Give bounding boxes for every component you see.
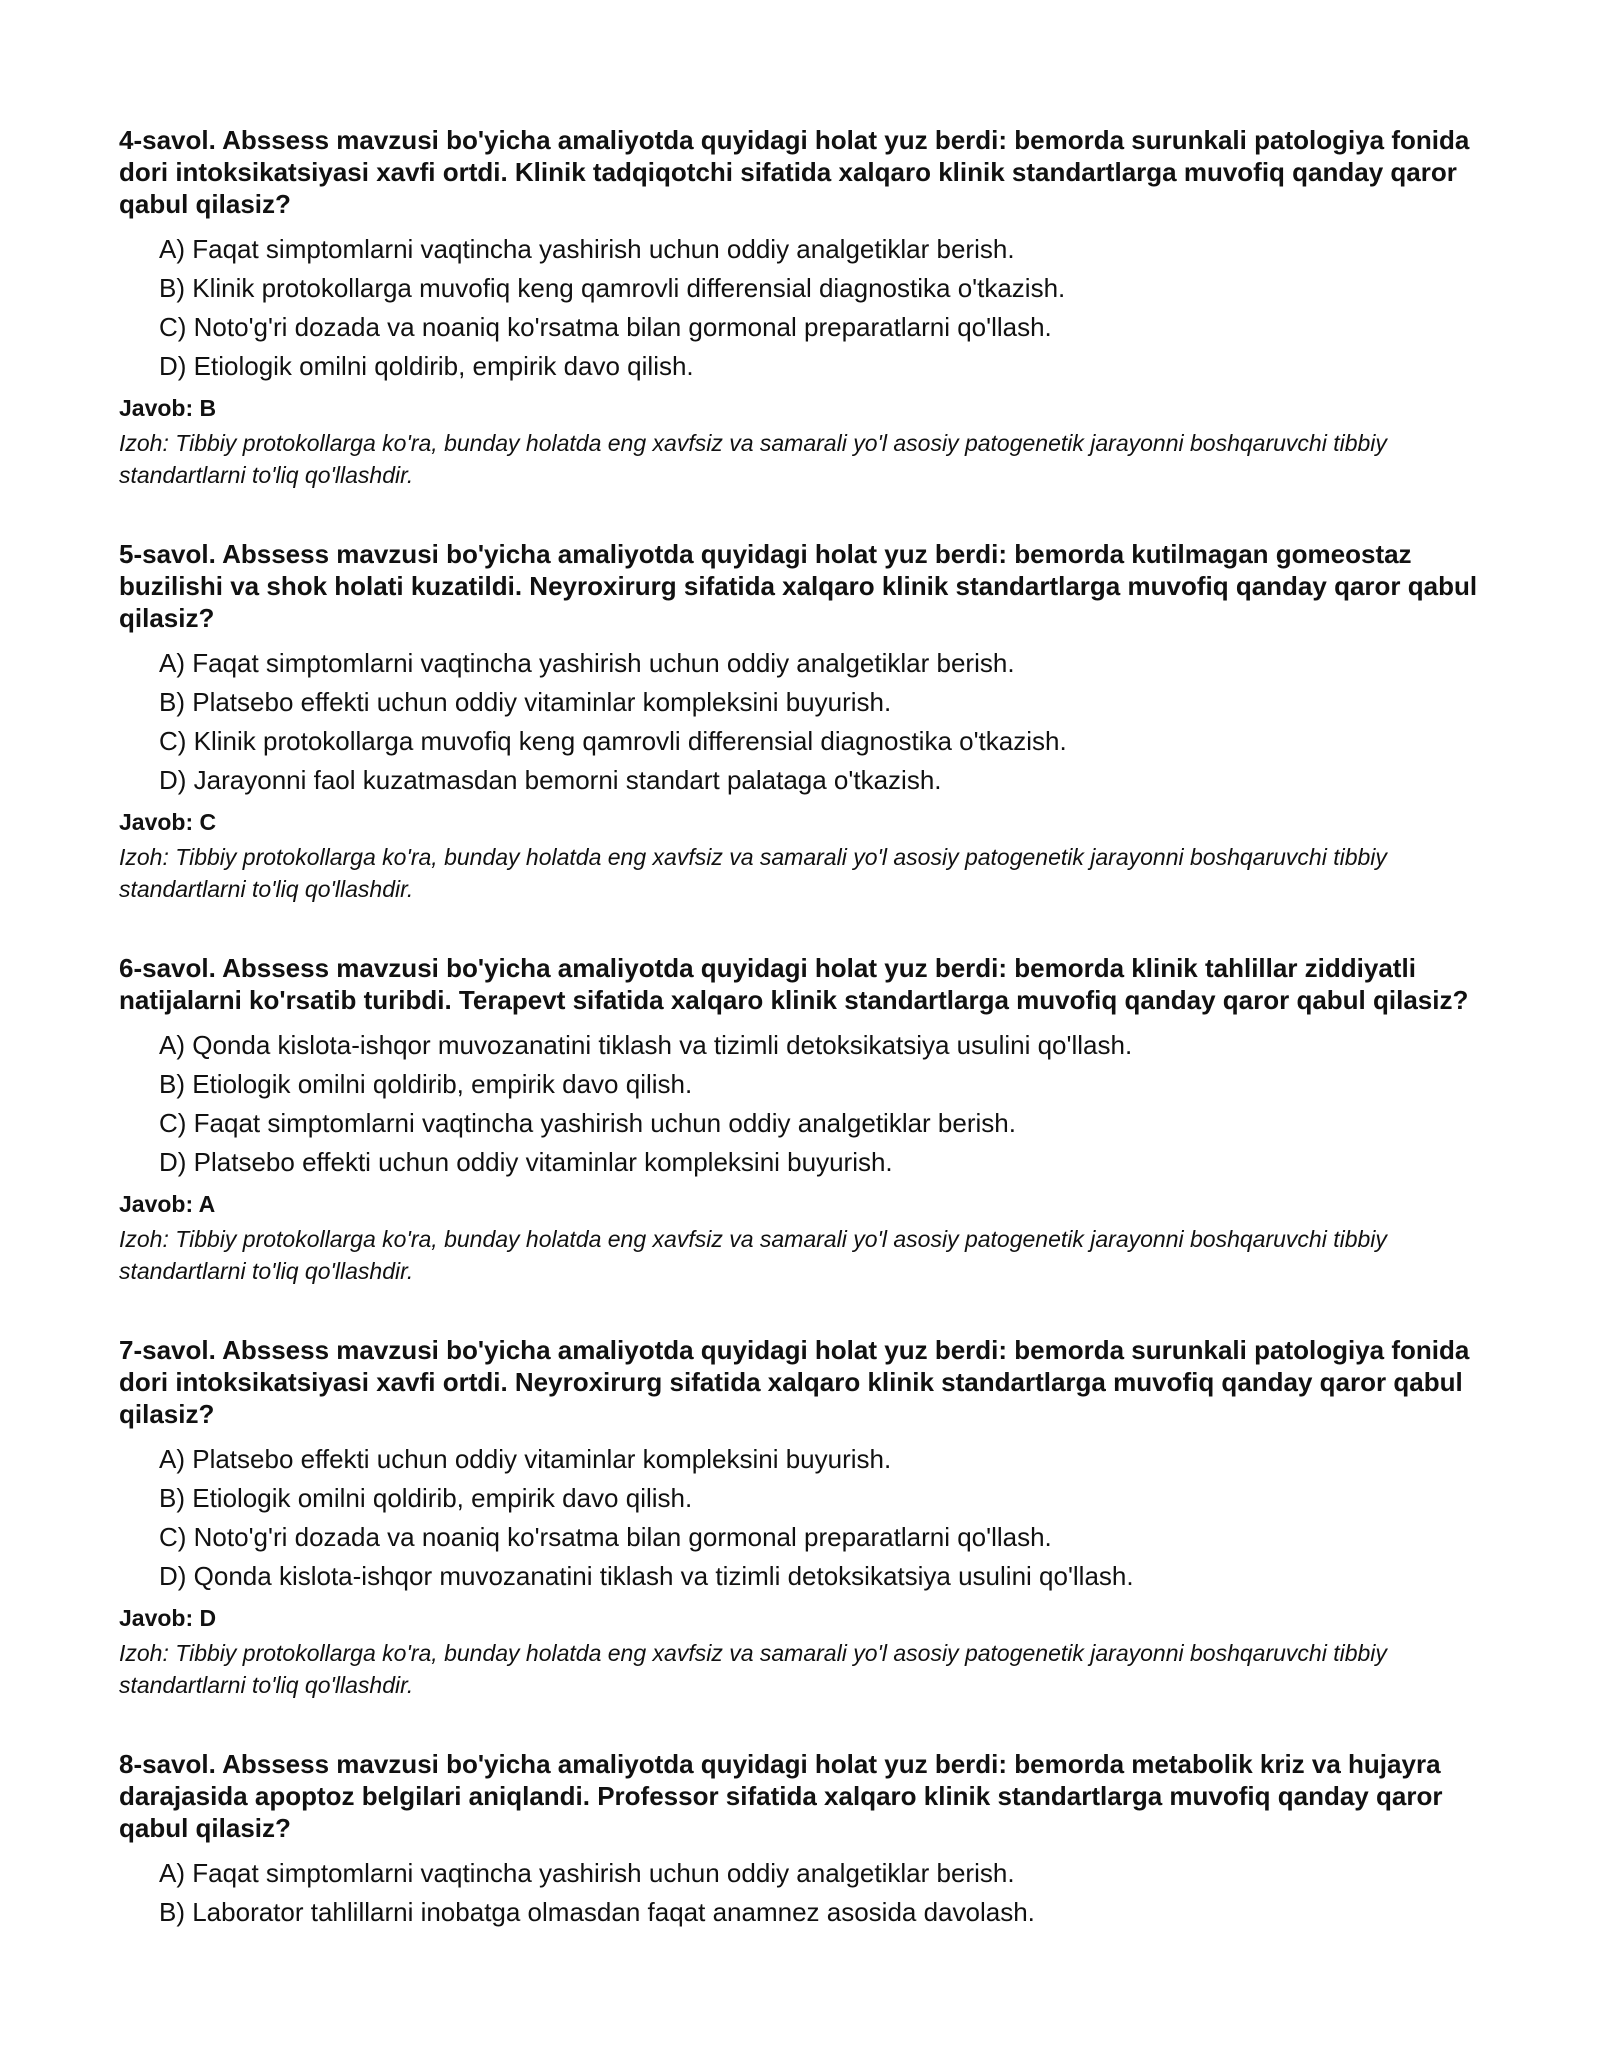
option-c: C) Noto'g'ri dozada va noaniq ko'rsatma bilan gormonal preparatlarni qo'llash.: [159, 312, 1052, 342]
question-6: [119, 952, 1489, 1287]
option-b: B) Etiologik omilni qoldirib, empirik davo qilish.: [159, 1069, 693, 1099]
option-list: [119, 1026, 1489, 1182]
option-list: [119, 1440, 1489, 1596]
option-b: B) Etiologik omilni qoldirib, empirik davo qilish.: [159, 1483, 693, 1513]
option-c: C) Faqat simptomlarni vaqtincha yashirish uchun oddiy analgetiklar berish.: [159, 1108, 1016, 1138]
question-title: 5-savol. Abssess mavzusi bo'yicha amaliyotda quyidagi holat yuz berdi: bemorda kutilmagan gomeostaz buzilishi va shok holati kuzatildi. Neyroxirurg sifatida xalqaro klinik standartlarga muvofiq qanday qaror qabul qilasiz?: [119, 539, 1478, 633]
option-d: D) Jarayonni faol kuzatmasdan bemorni standart palataga o'tkazish.: [159, 765, 942, 795]
explanation-note: Izoh: Tibbiy protokollarga ko'ra, bunday holatda eng xavfsiz va samarali yo'l asosiy patogenetik jarayonni boshqaruvchi tibbiy standartlarni to'liq qo'llashdir.: [119, 430, 1387, 488]
option-d: D) Qonda kislota-ishqor muvozanatini tiklash va tizimli detoksikatsiya usulini qo'llash.: [159, 1561, 1134, 1591]
option-c: C) Noto'g'ri dozada va noaniq ko'rsatma bilan gormonal preparatlarni qo'llash.: [159, 1522, 1052, 1552]
question-4: [119, 124, 1489, 491]
option-b: B) Platsebo effekti uchun oddiy vitaminlar kompleksini buyurish.: [159, 687, 892, 717]
answer-label: Javob: D: [119, 1605, 217, 1631]
option-b: B) Laborator tahlillarni inobatga olmasdan faqat anamnez asosida davolash.: [159, 1897, 1035, 1927]
explanation-note: Izoh: Tibbiy protokollarga ko'ra, bunday holatda eng xavfsiz va samarali yo'l asosiy patogenetik jarayonni boshqaruvchi tibbiy standartlarni to'liq qo'llashdir.: [119, 844, 1387, 902]
option-list: [119, 230, 1489, 386]
option-a: A) Faqat simptomlarni vaqtincha yashirish uchun oddiy analgetiklar berish.: [159, 234, 1015, 264]
question-title: 4-savol. Abssess mavzusi bo'yicha amaliyotda quyidagi holat yuz berdi: bemorda surunkali patologiya fonida dori intoksikatsiyasi xavfi ortdi. Klinik tadqiqotchi sifatida xalqaro klinik standartlarga muvofiq qanday qaror qabul qilasiz?: [119, 125, 1470, 219]
answer-label: Javob: C: [119, 809, 217, 835]
option-list: [119, 644, 1489, 800]
option-c: C) Klinik protokollarga muvofiq keng qamrovli differensial diagnostika o'tkazish.: [159, 726, 1067, 756]
question-8: [119, 1748, 1489, 1932]
explanation-note: Izoh: Tibbiy protokollarga ko'ra, bunday holatda eng xavfsiz va samarali yo'l asosiy patogenetik jarayonni boshqaruvchi tibbiy standartlarni to'liq qo'llashdir.: [119, 1226, 1387, 1284]
option-list: [119, 1854, 1489, 1932]
option-d: D) Etiologik omilni qoldirib, empirik davo qilish.: [159, 351, 694, 381]
answer-label: Javob: B: [119, 395, 217, 421]
option-d: D) Platsebo effekti uchun oddiy vitaminlar kompleksini buyurish.: [159, 1147, 893, 1177]
question-title: 6-savol. Abssess mavzusi bo'yicha amaliyotda quyidagi holat yuz berdi: bemorda klinik tahlillar ziddiyatli natijalarni ko'rsatib turibdi. Terapevt sifatida xalqaro klinik standartlarga muvofiq qanday qaror qabul qilasiz?: [119, 953, 1469, 1015]
question-7: [119, 1334, 1489, 1701]
explanation-note: Izoh: Tibbiy protokollarga ko'ra, bunday holatda eng xavfsiz va samarali yo'l asosiy patogenetik jarayonni boshqaruvchi tibbiy standartlarni to'liq qo'llashdir.: [119, 1640, 1387, 1698]
option-a: A) Faqat simptomlarni vaqtincha yashirish uchun oddiy analgetiklar berish.: [159, 1858, 1015, 1888]
question-title: 8-savol. Abssess mavzusi bo'yicha amaliyotda quyidagi holat yuz berdi: bemorda metabolik kriz va hujayra darajasida apoptoz belgilari aniqlandi. Professor sifatida xalqaro klinik standartlarga muvofiq qanday qaror qabul qilasiz?: [119, 1749, 1443, 1843]
document-page: [119, 124, 1489, 1979]
option-a: A) Platsebo effekti uchun oddiy vitaminlar kompleksini buyurish.: [159, 1444, 892, 1474]
answer-label: Javob: A: [119, 1191, 216, 1217]
question-title: 7-savol. Abssess mavzusi bo'yicha amaliyotda quyidagi holat yuz berdi: bemorda surunkali patologiya fonida dori intoksikatsiyasi xavfi ortdi. Neyroxirurg sifatida xalqaro klinik standartlarga muvofiq qanday qaror qabul qilasiz?: [119, 1335, 1470, 1429]
option-a: A) Qonda kislota-ishqor muvozanatini tiklash va tizimli detoksikatsiya usulini qo'llash.: [159, 1030, 1133, 1060]
option-a: A) Faqat simptomlarni vaqtincha yashirish uchun oddiy analgetiklar berish.: [159, 648, 1015, 678]
option-b: B) Klinik protokollarga muvofiq keng qamrovli differensial diagnostika o'tkazish.: [159, 273, 1066, 303]
question-5: [119, 538, 1489, 905]
